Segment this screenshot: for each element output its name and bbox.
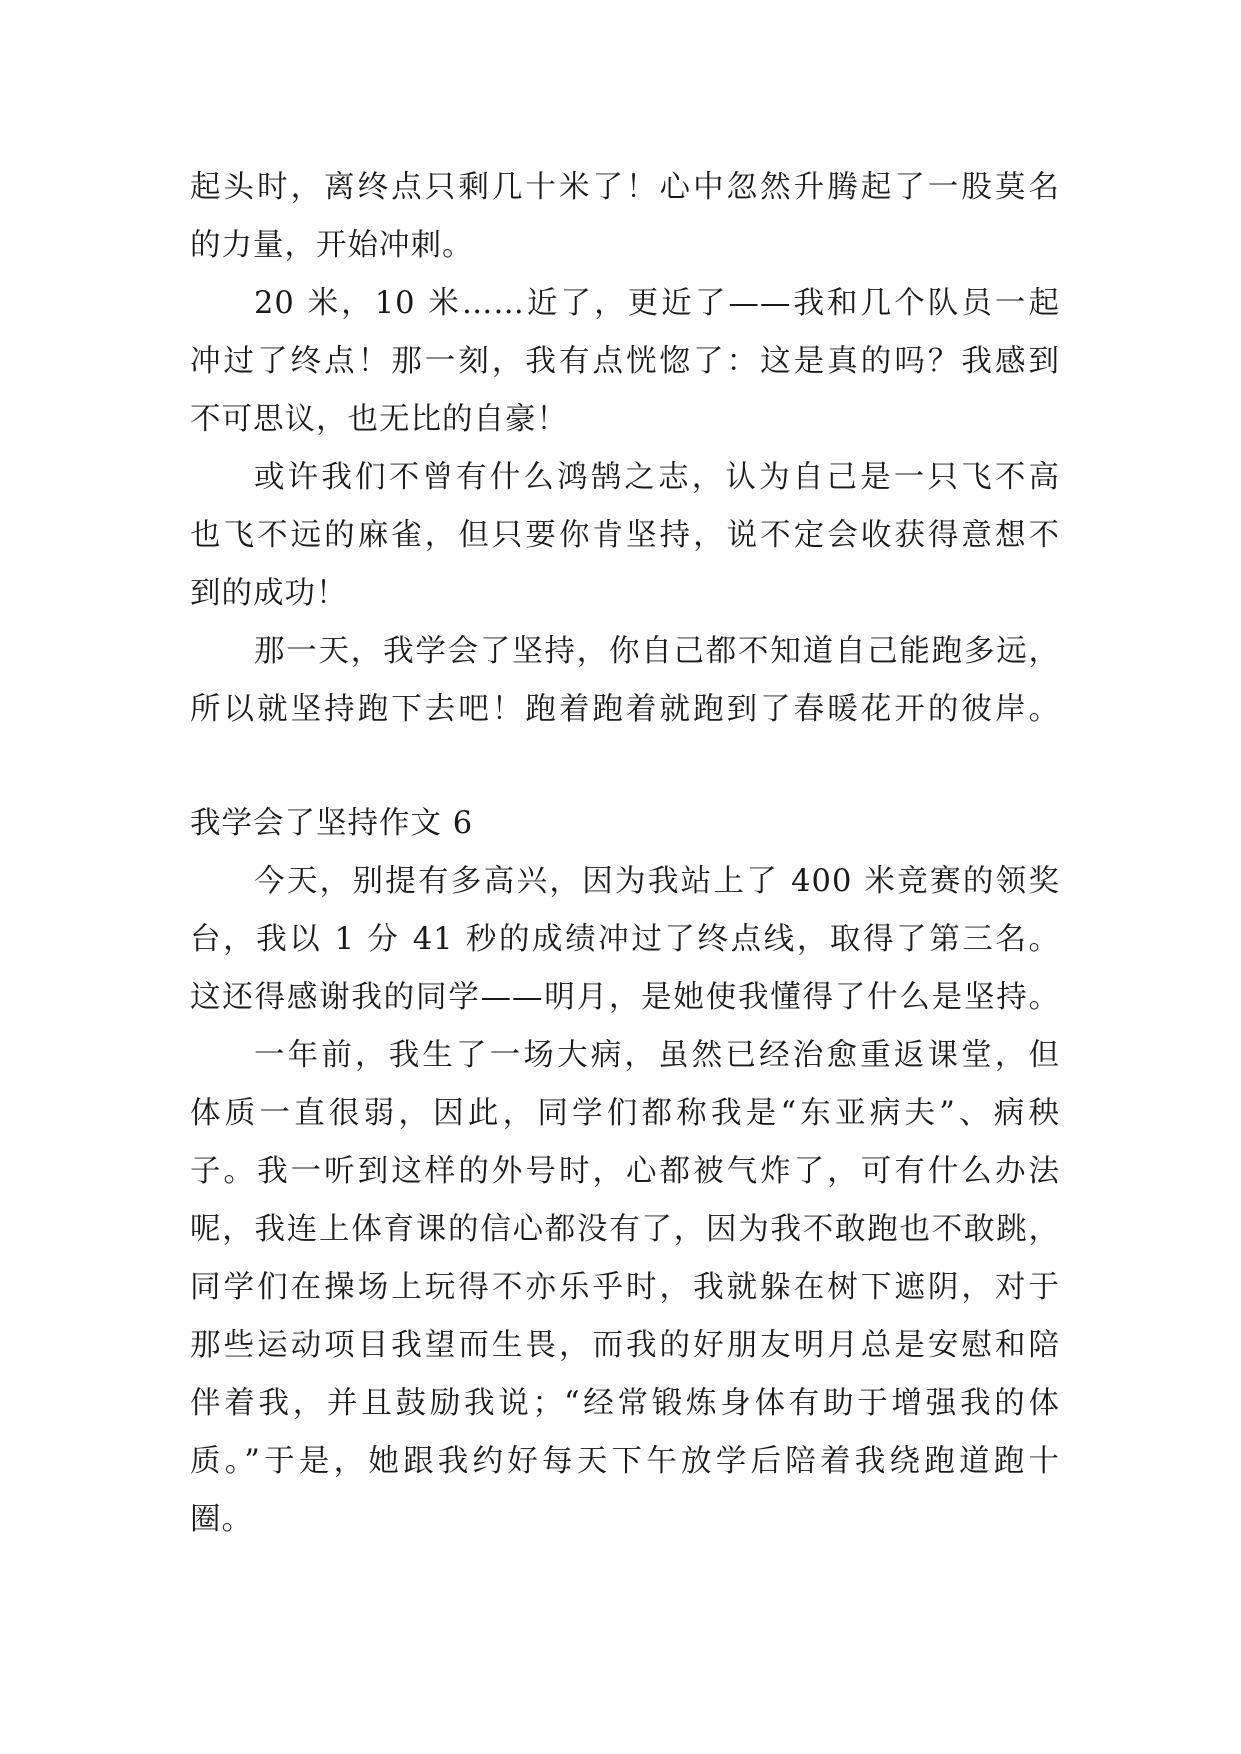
text-line: 的力量，开始冲刺。 <box>190 228 474 263</box>
text-line: 20 米，10 米……近了，更近了——我和几个队员一起 <box>254 286 1060 321</box>
text-line: 所以就坚持跑下去吧！跑着跑着就跑到了春暖花开的彼岸。 <box>190 692 1060 727</box>
text-line: 子。我一听到这样的外号时，心都被气炸了，可有什么办法 <box>190 1154 1060 1189</box>
section-title: 我学会了坚持作文 6 <box>190 806 474 841</box>
text-line: 到的成功！ <box>190 576 348 611</box>
text-line: 一年前，我生了一场大病，虽然已经治愈重返课堂，但 <box>254 1038 1060 1073</box>
text-line: 不可思议，也无比的自豪！ <box>190 402 568 437</box>
text-line: 这还得感谢我的同学——明月，是她使我懂得了什么是坚持。 <box>190 980 1060 1015</box>
text-line: 也飞不远的麻雀，但只要你肯坚持，说不定会收获得意想不 <box>190 518 1060 553</box>
text-line: 呢，我连上体育课的信心都没有了，因为我不敢跑也不敢跳， <box>190 1212 1060 1247</box>
text-line: 冲过了终点！那一刻，我有点恍惚了：这是真的吗？我感到 <box>190 344 1060 379</box>
text-line: 体质一直很弱，因此，同学们都称我是“东亚病夫”、病秧 <box>190 1096 1060 1131</box>
text-line: 质。”于是，她跟我约好每天下午放学后陪着我绕跑道跑十 <box>190 1444 1060 1479</box>
text-line: 那一天，我学会了坚持，你自己都不知道自己能跑多远， <box>254 634 1060 669</box>
text-line: 起头时，离终点只剩几十米了！心中忽然升腾起了一股莫名 <box>190 170 1060 205</box>
text-line: 今天，别提有多高兴，因为我站上了 400 米竞赛的领奖 <box>254 864 1060 899</box>
text-line: 台，我以 1 分 41 秒的成绩冲过了终点线，取得了第三名。 <box>190 922 1060 957</box>
text-line: 伴着我，并且鼓励我说；“经常锻炼身体有助于增强我的体 <box>190 1386 1060 1421</box>
text-line: 那些运动项目我望而生畏，而我的好朋友明月总是安慰和陪 <box>190 1328 1060 1363</box>
text-line: 或许我们不曾有什么鸿鹄之志，认为自己是一只飞不高 <box>254 460 1060 495</box>
text-line: 同学们在操场上玩得不亦乐乎时，我就躲在树下遮阴，对于 <box>190 1270 1060 1305</box>
text-line: 圈。 <box>190 1502 253 1537</box>
